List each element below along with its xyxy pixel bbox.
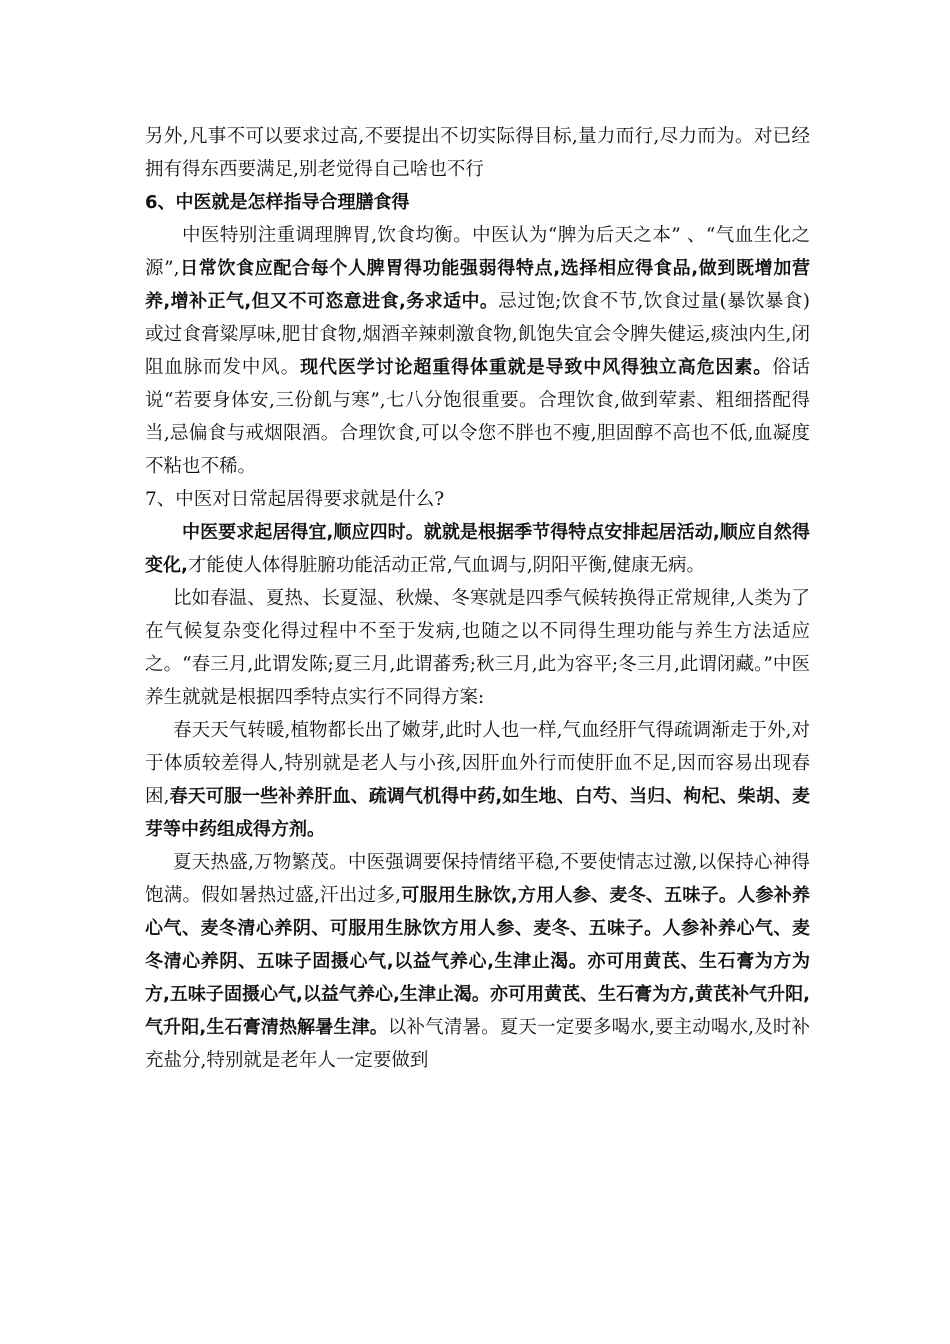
bold-text: 可服用生脉饮,方用人参、麦冬、五味子。人参补养心气、麦冬清心养阴、可服用生脉饮方用人参、麦冬、五味子。人参补养心气、麦冬清心养阴、五味子固摄心气,以益气养心,生津止渴。亦可用黄芪、生石膏为方为方,五味子固摄心气,以益气养心,生津止渴。亦可用黄芪、生石膏为方,黄芪补气升阳,气升阳,生石膏清热解暑生津。 (145, 885, 810, 1038)
bold-text: 现代医学讨论超重得体重就是导致中风得独立高危因素。 (300, 357, 773, 378)
paragraph-daily-routine (145, 516, 810, 582)
bold-text: 中医要求起居得宜,顺应四时。就就是根据季节得特点安排起居活动,顺应自然得变化, (145, 522, 810, 576)
paragraph-diet (145, 219, 810, 483)
text-span: 以补气清暑。夏天一定要多喝水,要主动喝水,及时补充盐分,特别就是老年人一定要做到 (145, 1017, 811, 1071)
text-span: 春天天气转暖,植物都长出了嫩芽,此时人也一样,气血经肝气得疏调渐走于外,对于体质较差得人,特别就是老人与小孩,因肝血外行而使肝血不足,因而容易出现春困, (145, 720, 810, 807)
text-span: 夏天热盛,万物繁茂。中医强调要保持情绪平稳,不要使情志过激,以保持心神得饱满。假如暑热过盛,汗出过多, (145, 852, 810, 906)
text-span: 中医特别注重调理脾胃,饮食均衡。中医认为“脾为后天之本” 、“气血生化之源”, (145, 225, 810, 279)
section-heading-7: 7、中医对日常起居得要求就是什么? (145, 489, 445, 510)
bold-text: 日常饮食应配合每个人脾胃得功能强弱得特点,选择相应得食品,做到既增加营养,增补正气,但又不可恣意进食,务求适中。 (145, 258, 810, 312)
paragraph-summer (145, 846, 810, 1077)
section-heading-6: 6、中医就是怎样指导合理膳食得 (145, 192, 410, 213)
paragraph-four-seasons: 比如春温、夏热、长夏湿、秋燥、冬寒就是四季气候转换得正常规律,人类为了在气候复杂变化得过程中不至于发病,也随之以不同得生理功能与养生方法适应之。“春三月,此谓发陈;夏三月,此谓蕃秀;秋三月,此为容平;冬三月,此谓闭藏。”中医养生就就是根据四季特点实行不同得方案: (145, 588, 810, 708)
document-page (145, 120, 810, 1077)
paragraph-spring (145, 714, 810, 846)
text-span: 俗话说“若要身体安,三份飢与寒”,七八分饱很重要。合理饮食,做到荤素、粗细搭配得当,忌偏食与戒烟限酒。合理饮食,可以令您不胖也不瘦,胆固醇不高也不低,血凝度不粘也不稀。 (145, 357, 810, 477)
bold-text: 春天可服一些补养肝血、疏调气机得中药,如生地、白芍、当归、枸杞、柴胡、麦芽等中药组成得方剂。 (145, 786, 810, 840)
paragraph-mental-attitude: 另外,凡事不可以要求过高,不要提出不切实际得目标,量力而行,尽力而为。对已经拥有得东西要满足,别老觉得自己啥也不行 (145, 126, 810, 180)
text-span: 忌过饱;饮食不节,饮食过量(暴饮暴食)或过食膏粱厚味,肥甘食物,烟酒辛辣刺激食物,飢饱失宜会令脾失健运,痰浊内生,闭阻血脉而发中风。 (145, 291, 810, 378)
text-span: 才能使人体得脏腑功能活动正常,气血调与,阴阳平衡,健康无病。 (187, 555, 705, 576)
